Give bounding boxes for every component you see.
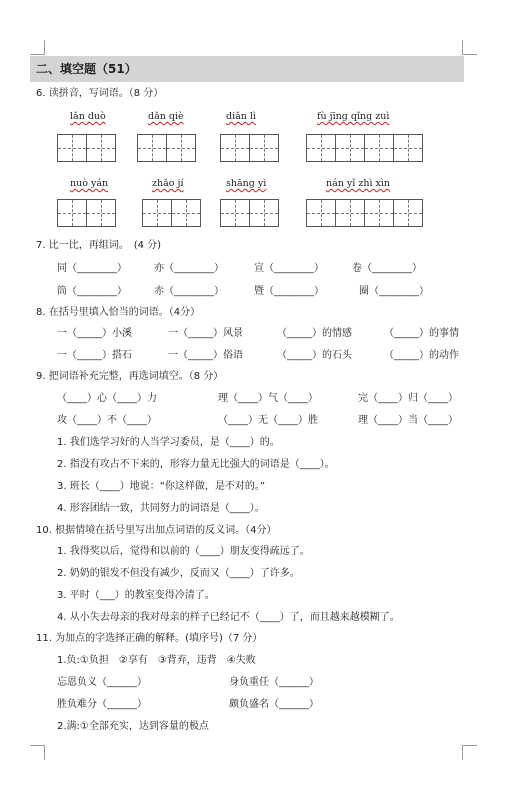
q9-sentence: 4. 形容团结一致，共同努力的词语是（____）。: [57, 503, 265, 514]
q10-sentence: 4. 从小失去母亲的我对母亲的样子已经记不（____）了，而且越来越模糊了。: [57, 612, 400, 623]
writing-grid-8[interactable]: [306, 199, 422, 227]
writing-grid-5[interactable]: [57, 199, 115, 227]
q7-item: 圈（________）: [359, 286, 429, 297]
q9-sentence: 1. 我们选学习好的人当学习委员，是（____）的。: [57, 437, 280, 448]
writing-grid-4[interactable]: [306, 134, 422, 162]
writing-grid-7[interactable]: [220, 199, 278, 227]
q9-idiom: 完（____）归（____）: [358, 393, 458, 404]
q9-sentence: 2. 指没有攻占不下来的，形容力量无比强大的词语是（____）。: [57, 459, 335, 470]
q9-idiom: 攻（____）不（____）: [57, 415, 157, 426]
writing-grid-2[interactable]: [137, 134, 195, 162]
crop-mark-top-right: [462, 40, 477, 55]
q6-pinyin-8: nán yǐ zhì xìn: [326, 178, 391, 189]
crop-mark-top-left: [30, 40, 45, 55]
q7-item: 卷（________）: [352, 263, 422, 274]
q11-item: 颇负盛名（______）: [229, 699, 319, 710]
q11-item: 忘恩负义（______）: [57, 677, 147, 688]
q6-pinyin-5: nuò yán: [70, 178, 109, 189]
q9-idiom: （____）无（____）胜: [218, 415, 318, 426]
q8-item: （_____）的石头: [277, 350, 352, 361]
q7-title: 7. 比一比，再组词。 (4 分): [36, 240, 162, 251]
q11-title: 11. 为加点的字选择正确的解释。(填序号)（7 分）: [36, 633, 263, 644]
q11-sub1: 1.负:①负担 ②享有 ③背弃，违背 ④失败: [57, 655, 256, 666]
q7-item: 赤（________）: [154, 286, 224, 297]
q11-item: 身负重任（______）: [229, 677, 319, 688]
q9-title: 9. 把词语补充完整，再选词填空。（8 分）: [36, 371, 224, 382]
q8-item: （_____）的动作: [384, 350, 459, 361]
q6-pinyin-3: diǎn lì: [226, 111, 256, 122]
section-title: 二、填空题（51）: [30, 56, 464, 82]
q7-item: 宣（________）: [254, 263, 324, 274]
q9-sentence: 3. 班长（____）地说：“你这样做，是不对的。”: [57, 481, 266, 492]
q8-item: 一（_____）小溪: [57, 328, 132, 339]
crop-mark-bottom-left: [30, 745, 45, 760]
q11-item: 胜负难分（______）: [57, 699, 147, 710]
q9-idiom: 理（____）气（____）: [218, 393, 318, 404]
writing-grid-1[interactable]: [57, 134, 115, 162]
q10-sentence: 2. 奶奶的银发不但没有减少，反而又（____）了许多。: [57, 568, 300, 579]
q9-idiom: （____）心（____）力: [57, 393, 157, 404]
q10-title: 10. 根据情境在括号里写出加点词语的反义词。（4分）: [36, 525, 277, 536]
q8-title: 8. 在括号里填入恰当的词语。（4分）: [36, 307, 201, 318]
q8-item: （_____）的事情: [384, 328, 459, 339]
q7-item: 亦（________）: [154, 263, 224, 274]
q7-item: 筒（________）: [57, 286, 127, 297]
q8-item: 一（_____）搭石: [57, 350, 132, 361]
q6-pinyin-4: fù jīng qǐng zuì: [317, 111, 390, 122]
writing-grid-6[interactable]: [142, 199, 200, 227]
q6-pinyin-2: dǎn qiè: [148, 111, 184, 122]
q6-pinyin-7: shāng yì: [226, 178, 267, 189]
q8-item: 一（_____）俗语: [168, 350, 243, 361]
q10-sentence: 1. 我得奖以后，觉得和以前的（____）朋友变得疏远了。: [57, 546, 310, 557]
q8-item: （_____）的情感: [277, 328, 352, 339]
q6-title: 6. 读拼音，写词语。（8 分）: [36, 88, 164, 99]
q6-pinyin-1: lǎn duò: [70, 111, 106, 122]
q11-sub2: 2.满:①全部充实，达到容量的极点: [57, 721, 209, 732]
q10-sentence: 3. 平时（___）的教室变得冷清了。: [57, 590, 215, 601]
q9-idiom: 理（____）当（____）: [358, 415, 458, 426]
q7-item: 暨（________）: [254, 286, 324, 297]
crop-mark-bottom-right: [462, 745, 477, 760]
q7-item: 同（________）: [57, 263, 127, 274]
writing-grid-3[interactable]: [220, 134, 278, 162]
q6-pinyin-6: zhǎo jí: [152, 178, 184, 189]
q8-item: 一（_____）风景: [168, 328, 243, 339]
